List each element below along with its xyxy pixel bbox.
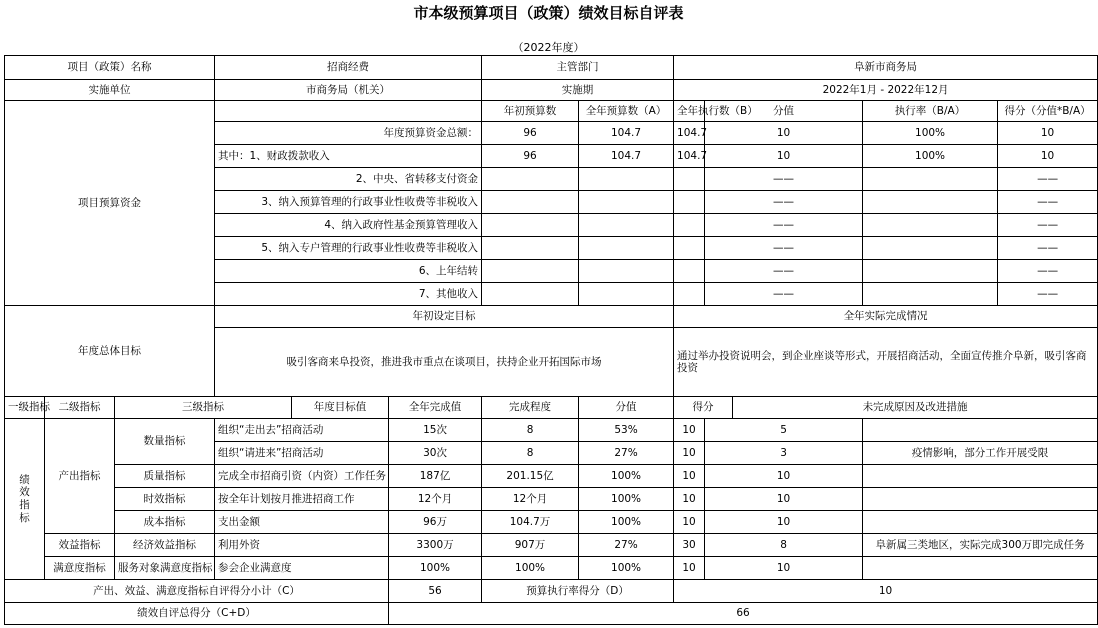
target-cell: 187亿: [389, 465, 482, 488]
ind-got-cell: 3: [705, 442, 863, 465]
col-ind-score: 分值: [579, 397, 674, 419]
initial-budget-value: [482, 191, 579, 214]
exec-rate-value: [863, 168, 998, 191]
ind-score-cell: 10: [674, 442, 705, 465]
level2-cell: 服务对象满意度指标: [115, 557, 215, 580]
level2-cell: 时效指标: [115, 488, 215, 511]
ind-got-cell: 10: [705, 511, 863, 534]
ind-score-cell: 30: [674, 534, 705, 557]
col-level2: 二级指标: [45, 397, 115, 419]
table-row: [5, 488, 1098, 511]
actual-cell: 8: [482, 442, 579, 465]
got-score-value: ——: [998, 260, 1098, 283]
actual-cell: 8: [482, 419, 579, 442]
ind-got-cell: 10: [705, 488, 863, 511]
table-row: [5, 80, 1098, 101]
period: 2022年1月 - 2022年12月: [674, 80, 1098, 101]
funds-blank-header: [215, 101, 482, 122]
annual-executed-value: [674, 283, 705, 306]
reason-cell: 疫情影响，部分工作开展受限: [863, 442, 1098, 465]
score-value: 10: [705, 145, 863, 168]
dept: 阜新市商务局: [674, 56, 1098, 80]
got-score-value: ——: [998, 283, 1098, 306]
annual-goal-label: 年度总体目标: [5, 306, 215, 397]
exec-rate-value: [863, 260, 998, 283]
level3-cell: 参会企业满意度: [215, 557, 389, 580]
rate-cell: 27%: [579, 442, 674, 465]
annual-executed-value: [674, 168, 705, 191]
ind-got-cell: 5: [705, 419, 863, 442]
level3-cell: 组织“请进来”招商活动: [215, 442, 389, 465]
ind-got-cell: 8: [705, 534, 863, 557]
exec-rate-value: [863, 237, 998, 260]
funds-row-label: 5、纳入专户管理的行政事业性收费等非税收入: [215, 237, 482, 260]
level2-cell: 经济效益指标: [115, 534, 215, 557]
initial-budget-value: [482, 237, 579, 260]
reason-cell: [863, 511, 1098, 534]
initial-goal-label: 年初设定目标: [215, 306, 674, 328]
d-score-label: 预算执行率得分（D）: [482, 580, 674, 603]
annual-budget-value: [579, 283, 674, 306]
funds-row-label: 年度预算资金总额：: [215, 122, 482, 145]
rate-cell: 100%: [579, 557, 674, 580]
total-score-value: 66: [389, 603, 1098, 625]
ind-got-cell: 10: [705, 557, 863, 580]
initial-budget-value: [482, 283, 579, 306]
ind-score-cell: 10: [674, 557, 705, 580]
d-score-value: 10: [674, 580, 1098, 603]
col-score: 分值: [705, 101, 863, 122]
table-row: [5, 511, 1098, 534]
annual-budget-value: [579, 237, 674, 260]
exec-rate-value: [863, 214, 998, 237]
table-row: [5, 603, 1098, 625]
reason-cell: [863, 557, 1098, 580]
actual-cell: 907万: [482, 534, 579, 557]
col-got-score: 得分（分值*B/A）: [998, 101, 1098, 122]
col-level3: 三级指标: [115, 397, 292, 419]
actual-goal-text: 通过举办投资说明会，到企业座谈等形式，开展招商活动，全面宣传推介阜新，吸引客商投资: [674, 328, 1098, 397]
level1b-cell: 产出指标: [45, 419, 115, 534]
score-value: ——: [705, 191, 863, 214]
table-row: [5, 56, 1098, 80]
funds-row-label: 其中：1、财政拨款收入: [215, 145, 482, 168]
target-cell: 3300万: [389, 534, 482, 557]
rate-cell: 100%: [579, 465, 674, 488]
score-value: 10: [705, 122, 863, 145]
table-row: [5, 397, 1098, 419]
table-row: [5, 557, 1098, 580]
score-value: ——: [705, 237, 863, 260]
ind-score-cell: 10: [674, 488, 705, 511]
reason-cell: 阜新属三类地区，实际完成300万即完成任务: [863, 534, 1098, 557]
col-initial-budget: 年初预算数: [482, 101, 579, 122]
page-title: 市本级预算项目（政策）绩效目标自评表: [413, 4, 684, 22]
funds-row-label: 7、其他收入: [215, 283, 482, 306]
funds-row-label: 2、中央、省转移支付资金: [215, 168, 482, 191]
annual-executed-value: 104.7: [674, 145, 705, 168]
table-row: [5, 465, 1098, 488]
col-ind-got: 得分: [674, 397, 733, 419]
level2-cell: 成本指标: [115, 511, 215, 534]
target-cell: 12个月: [389, 488, 482, 511]
level3-cell: 组织“走出去”招商活动: [215, 419, 389, 442]
initial-goal-text: 吸引客商来阜投资，推进我市重点在谈项目，扶持企业开拓国际市场: [215, 328, 674, 397]
annual-budget-value: [579, 214, 674, 237]
table-row: [5, 101, 1098, 122]
target-cell: 15次: [389, 419, 482, 442]
col-level1: 一级指标: [5, 397, 45, 419]
target-cell: 96万: [389, 511, 482, 534]
actual-cell: 201.15亿: [482, 465, 579, 488]
exec-rate-value: [863, 283, 998, 306]
got-score-value: 10: [998, 145, 1098, 168]
c-subtotal-value: 56: [389, 580, 482, 603]
level1b-cell: 满意度指标: [45, 557, 115, 580]
total-score-label: 绩效自评总得分（C+D）: [5, 603, 389, 625]
got-score-value: ——: [998, 191, 1098, 214]
exec-rate-value: 100%: [863, 122, 998, 145]
actual-cell: 104.7万: [482, 511, 579, 534]
ind-got-cell: 10: [705, 465, 863, 488]
actual-cell: 100%: [482, 557, 579, 580]
period-label: 实施期: [482, 80, 674, 101]
got-score-value: ——: [998, 168, 1098, 191]
funds-row-label: 6、上年结转: [215, 260, 482, 283]
exec-rate-value: [863, 191, 998, 214]
col-annual-executed: 全年执行数（B）: [674, 101, 705, 122]
initial-budget-value: [482, 214, 579, 237]
c-subtotal-label: 产出、效益、满意度指标自评得分小计（C）: [5, 580, 389, 603]
ind-score-cell: 10: [674, 511, 705, 534]
target-cell: 100%: [389, 557, 482, 580]
annual-budget-value: [579, 168, 674, 191]
col-annual-budget: 全年预算数（A）: [579, 101, 674, 122]
reason-cell: [863, 465, 1098, 488]
initial-budget-value: 96: [482, 122, 579, 145]
initial-budget-value: [482, 260, 579, 283]
rate-cell: 27%: [579, 534, 674, 557]
report-year: （2022年度）: [512, 41, 585, 54]
annual-budget-value: [579, 191, 674, 214]
col-rate: 完成程度: [482, 397, 579, 419]
col-actual: 全年完成值: [389, 397, 482, 419]
initial-budget-value: 96: [482, 145, 579, 168]
project-name: 招商经费: [215, 56, 482, 80]
col-reason: 未完成原因及改进措施: [733, 397, 1098, 419]
table-row: [5, 306, 1098, 328]
level1-cell: [5, 419, 45, 580]
level2-cell: 质量指标: [115, 465, 215, 488]
exec-rate-value: 100%: [863, 145, 998, 168]
evaluation-table: [4, 55, 1098, 625]
rate-cell: 53%: [579, 419, 674, 442]
funds-row-label: 4、纳入政府性基金预算管理收入: [215, 214, 482, 237]
target-cell: 30次: [389, 442, 482, 465]
annual-budget-value: [579, 260, 674, 283]
funds-row-label: 3、纳入预算管理的行政事业性收费等非税收入: [215, 191, 482, 214]
project-name-label: 项目（政策）名称: [5, 56, 215, 80]
rate-cell: 100%: [579, 488, 674, 511]
actual-cell: 12个月: [482, 488, 579, 511]
annual-executed-value: [674, 260, 705, 283]
score-value: ——: [705, 168, 863, 191]
level3-cell: 完成全市招商引资（内资）工作任务: [215, 465, 389, 488]
got-score-value: 10: [998, 122, 1098, 145]
level1-cell-text: 绩效指标: [19, 473, 30, 524]
table-row: [5, 580, 1098, 603]
score-value: ——: [705, 260, 863, 283]
annual-executed-value: 104.7: [674, 122, 705, 145]
ind-score-cell: 10: [674, 465, 705, 488]
got-score-value: ——: [998, 237, 1098, 260]
rate-cell: 100%: [579, 511, 674, 534]
table-row: [5, 534, 1098, 557]
funds-section-label: 项目预算资金: [5, 101, 215, 306]
annual-budget-value: 104.7: [579, 122, 674, 145]
annual-executed-value: [674, 191, 705, 214]
ind-score-cell: 10: [674, 419, 705, 442]
level2-cell: 数量指标: [115, 419, 215, 465]
annual-executed-value: [674, 237, 705, 260]
score-value: ——: [705, 283, 863, 306]
score-value: ——: [705, 214, 863, 237]
initial-budget-value: [482, 168, 579, 191]
table-row: [5, 419, 1098, 442]
reason-cell: [863, 488, 1098, 511]
level3-cell: 支出金额: [215, 511, 389, 534]
actual-goal-label: 全年实际完成情况: [674, 306, 1098, 328]
impl-unit-label: 实施单位: [5, 80, 215, 101]
impl-unit: 市商务局（机关）: [215, 80, 482, 101]
col-exec-rate: 执行率（B/A）: [863, 101, 998, 122]
annual-executed-value: [674, 214, 705, 237]
level3-cell: 利用外资: [215, 534, 389, 557]
annual-budget-value: 104.7: [579, 145, 674, 168]
got-score-value: ——: [998, 214, 1098, 237]
dept-label: 主管部门: [482, 56, 674, 80]
level1b-cell: 效益指标: [45, 534, 115, 557]
reason-cell: [863, 419, 1098, 442]
col-target: 年度目标值: [292, 397, 389, 419]
level3-cell: 按全年计划按月推进招商工作: [215, 488, 389, 511]
